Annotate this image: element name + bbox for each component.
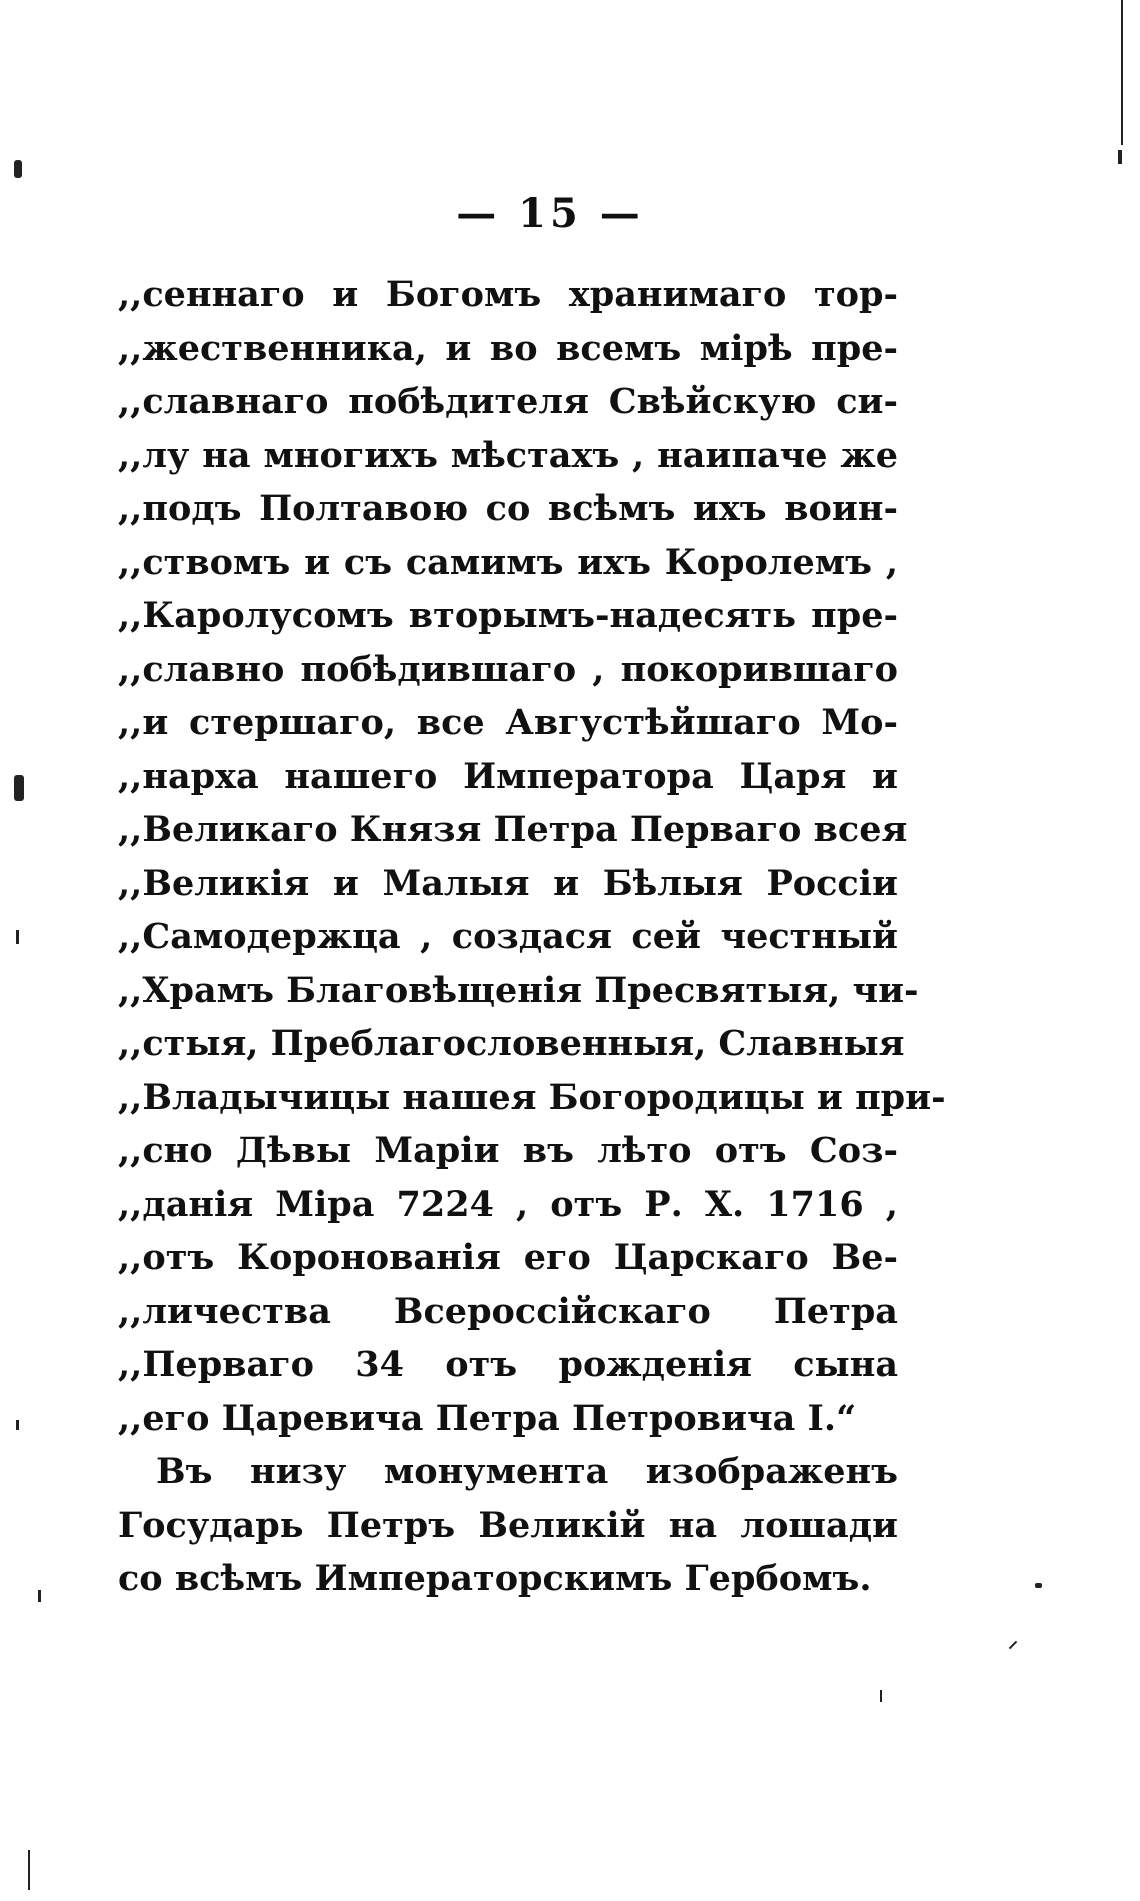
text-line: ,,Каролусомъ вторымъ-надесять пре- (118, 595, 898, 636)
text-line: ,,Храмъ Благовѣщенія Пресвятыя, чи- (118, 969, 919, 1011)
scan-speck (16, 1420, 19, 1430)
scan-speck (1121, 0, 1123, 145)
scan-speck (1009, 1641, 1017, 1649)
text-line: ,,сеннаго и Богомъ хранимаго тор- (118, 274, 898, 315)
text-line: ,,Владычицы нашея Богородицы и при- (118, 1076, 946, 1118)
scan-speck (38, 1590, 41, 1602)
text-line: ,,Великаго Князя Петра Перваго всея (118, 809, 908, 850)
text-line: ,,Перваго 34 отъ рожденія сына (118, 1344, 898, 1385)
text-line: ,,и стершаго, все Августѣйшаго Мо- (118, 702, 898, 743)
text-line: ,,нарха нашего Императора Царя и (118, 755, 898, 797)
text-line: Въ низу монумента изображенъ (156, 1451, 898, 1492)
text-line: ,,личества Всероссійскаго Петра (118, 1290, 898, 1332)
scan-speck (1035, 1583, 1042, 1588)
text-line: ,,жественника, и во всемъ мірѣ пре- (118, 327, 898, 369)
text-line: ,,Самодержца , создася сей честный (118, 916, 898, 957)
text-block (118, 268, 946, 1606)
text-line: ,,отъ Коронованія его Царскаго Ве- (118, 1237, 898, 1278)
scan-speck (28, 1850, 30, 1890)
text-line: ,,стыя, Преблагословенныя, Славныя (118, 1023, 905, 1064)
scan-speck (880, 1690, 882, 1702)
text-line: ,,данія Міра 7224 , отъ Р. Х. 1716 , (118, 1183, 898, 1225)
text-line: ,,его Царевича Петра Петровича I.“ (118, 1397, 857, 1439)
scan-speck (16, 930, 19, 944)
text-line: ,,Великія и Малыя и Бѣлыя Россіи (118, 862, 898, 904)
page-number: — 15 — (456, 190, 644, 237)
text-line: ,,ствомъ и съ самимъ ихъ Королемъ , (118, 541, 898, 583)
scan-speck (14, 775, 24, 801)
text-line: ,,сно Дѣвы Маріи въ лѣто отъ Соз- (118, 1130, 898, 1171)
text-line: Государь Петръ Великій на лошади (118, 1504, 898, 1546)
scan-speck (1118, 150, 1122, 164)
text-line: со всѣмъ Императорскимъ Гербомъ. (118, 1558, 872, 1599)
text-line: ,,лу на многихъ мѣстахъ , наипаче же (118, 434, 898, 476)
text-line: ,,подъ Полтавою со всѣмъ ихъ воин- (118, 488, 898, 529)
text-line: ,,славно побѣдившаго , покорившаго (118, 648, 898, 690)
scan-speck (14, 160, 22, 178)
text-line: ,,славнаго побѣдителя Свѣйскую си- (118, 381, 898, 422)
